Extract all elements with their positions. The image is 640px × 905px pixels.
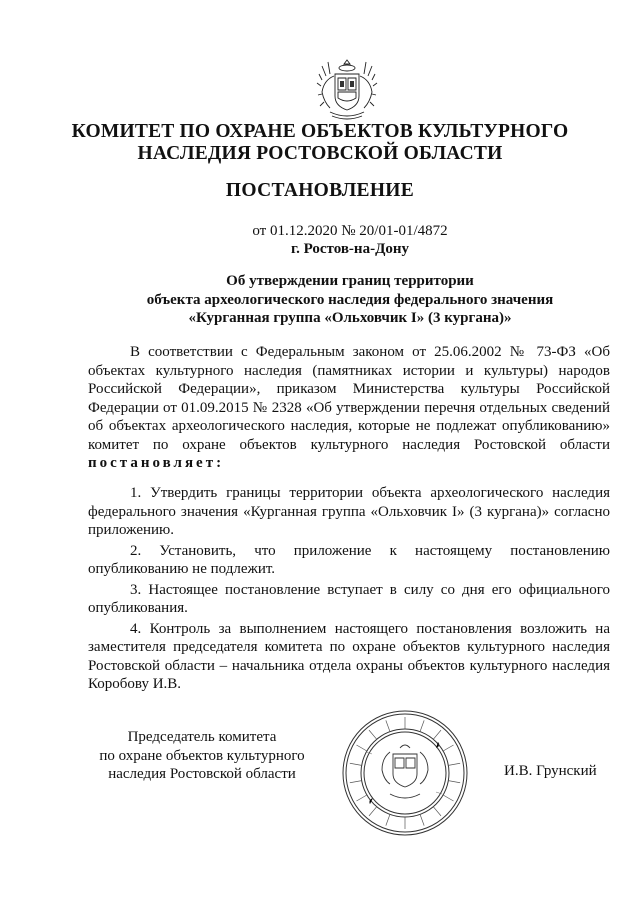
subject-line1: Об утверждении границ территории xyxy=(226,273,474,289)
signatory-title-line2: по охране объектов культурного xyxy=(99,747,305,764)
signatory-title xyxy=(92,728,312,784)
signatory-title-line3: наследия Ростовской области xyxy=(108,766,296,782)
signatory-name: И.В. Грунский xyxy=(504,763,597,779)
document-city: г. Ростов-на-Дону xyxy=(290,241,410,257)
subject-line3: «Курганная группа «Ольховчик I» (3 кургана)» xyxy=(188,310,512,326)
subject-line2: объекта археологического наследия федерального значения xyxy=(146,291,554,308)
document-number-block xyxy=(0,222,640,258)
resolution-item: 2. Установить, что приложение к настоящему постановлению опубликованию не подлежит. xyxy=(88,542,610,577)
organization-name-line2: НАСЛЕДИЯ РОСТОВСКОЙ ОБЛАСТИ xyxy=(137,143,503,164)
resolution-item: 3. Настоящее постановление вступает в силу со дня его официального опубликования. xyxy=(88,581,610,616)
preamble-action: постановляет: xyxy=(88,455,225,471)
resolution-item: 1. Утвердить границы территории объекта археологического наследия федерального значения «Курганная группа «Ольховчик I» (3 кургана)» согласно приложению. xyxy=(88,485,610,538)
organization-name-line1: КОМИТЕТ ПО ОХРАНЕ ОБЪЕКТОВ КУЛЬТУРНОГО xyxy=(71,121,569,142)
resolution-item: 4. Контроль за выполнением настоящего постановления возложить на заместителя председателя комитета по охране объектов культурного наследия Ростовской области – начальника отдела охраны объектов культурного наследия Коробову И.В. xyxy=(88,620,610,692)
official-seal-icon xyxy=(340,708,470,838)
coat-of-arms-icon xyxy=(316,56,378,122)
preamble-text: В соответствии с Федеральным законом от 25.06.2002 № 73-ФЗ «Об объектах культурного наследия (памятниках истории и культуры) народов Российской Федерации», приказом Министерства культуры Российской Федерации от 01.09.2015 № 2328 «Об утверждении перечня отдельных сведений об объектах археологического наследия, которые не подлежат опубликованию» комитет по охране объектов культурного наследия Ростовской области xyxy=(88,344,610,453)
document-number: от 01.12.2020 № 20/01-01/4872 xyxy=(252,223,448,239)
resolution-items xyxy=(88,484,610,696)
document-type: ПОСТАНОВЛЕНИЕ xyxy=(225,180,415,201)
document-subject xyxy=(0,272,640,328)
organization-name xyxy=(0,121,640,165)
preamble-paragraph xyxy=(88,343,610,473)
signatory-title-line1: Председатель комитета xyxy=(127,729,277,745)
